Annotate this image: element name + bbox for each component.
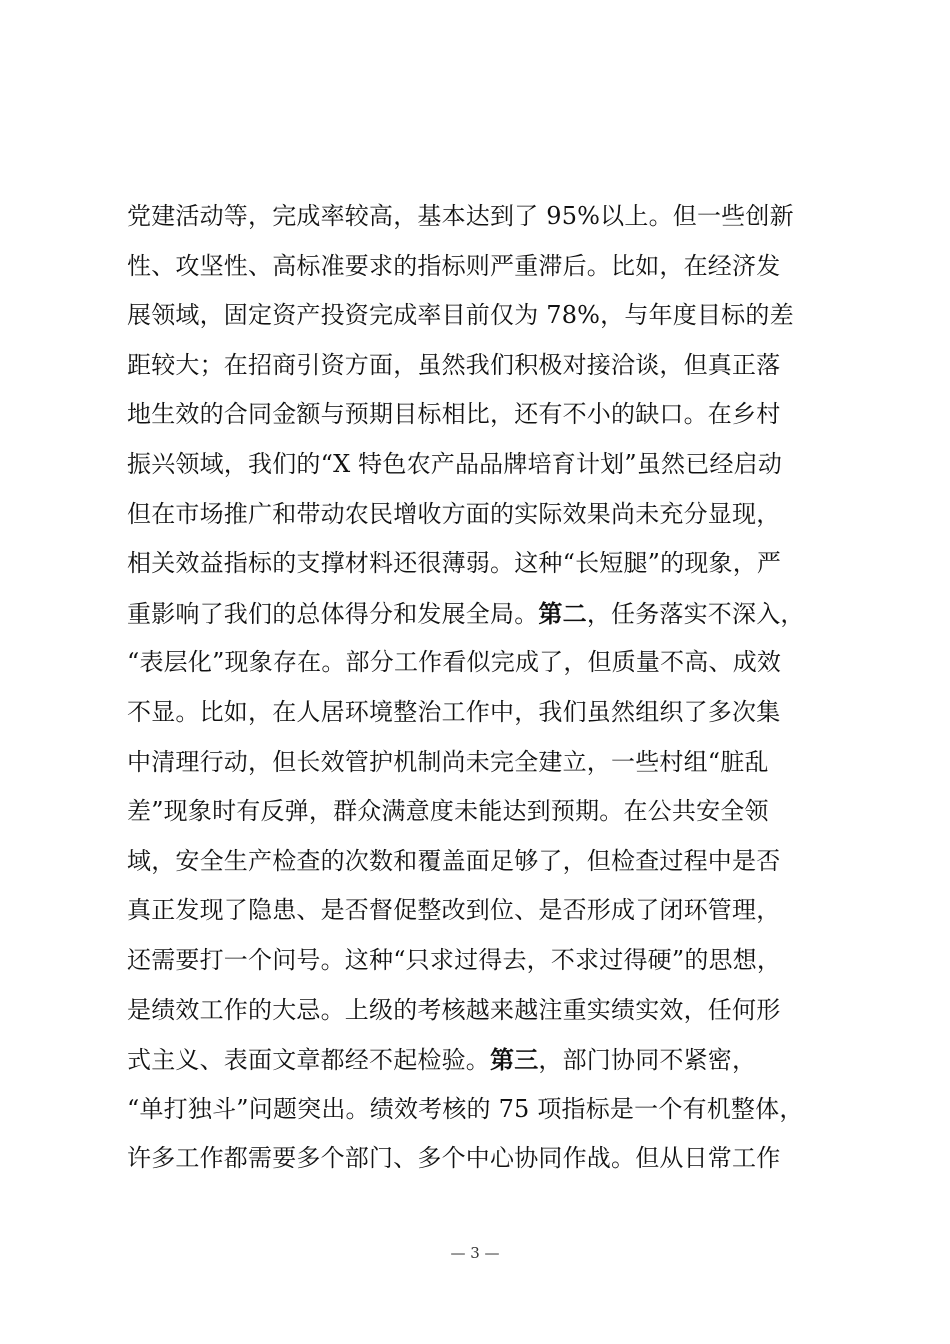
- text-segment: 地生效的合同金额与预期目标相比，还有不小的缺口。在乡村: [127, 400, 781, 429]
- text-line: [127, 738, 857, 788]
- page-number: — 3 —: [450, 1244, 500, 1262]
- text-line: [127, 390, 857, 440]
- text-line: [127, 539, 857, 589]
- text-segment: ，任务落实不深入，: [586, 599, 805, 628]
- text-segment: 振兴领域，我们的“X 特色农产品品牌培育计划”虽然已经启动: [127, 449, 783, 478]
- text-line: [127, 787, 857, 837]
- text-segment: 性、攻坚性、高标准要求的指标则严重滞后。比如，在经济发: [127, 251, 781, 280]
- bold-heading-text: 第二: [538, 598, 587, 628]
- text-line: [127, 1134, 857, 1184]
- text-line: [127, 589, 857, 639]
- text-line: [127, 1085, 857, 1135]
- text-segment: 不显。比如，在人居环境整治工作中，我们虽然组织了多次集: [127, 697, 781, 726]
- text-segment: 党建活动等，完成率较高，基本达到了 95%以上。但一些创新: [127, 202, 794, 230]
- text-segment: 中清理行动，但长效管护机制尚未完全建立，一些村组“脏乱: [127, 747, 769, 776]
- text-line: [127, 291, 857, 341]
- text-line: [127, 440, 857, 490]
- text-segment: 但在市场推广和带动农民增收方面的实际效果尚未充分显现，: [127, 499, 781, 528]
- text-segment: 差”现象时有反弹，群众满意度未能达到预期。在公共安全领: [127, 797, 769, 826]
- text-line: [127, 490, 857, 540]
- text-line: [127, 341, 857, 391]
- text-line: [127, 688, 857, 738]
- text-segment: 相关效益指标的支撑材料还很薄弱。这种“长短腿”的现象，严: [127, 549, 782, 578]
- text-line: [127, 886, 857, 936]
- text-line: [127, 242, 857, 292]
- text-segment: 展领域，固定资产投资完成率目前仅为 78%，与年度目标的差: [127, 301, 794, 330]
- text-segment: 是绩效工作的大忌。上级的考核越来越注重实绩实效，任何形: [127, 995, 781, 1024]
- text-segment: “单打独斗”问题突出。绩效考核的 75 项指标是一个有机整体，: [127, 1094, 804, 1123]
- text-line: [127, 1035, 857, 1085]
- text-segment: 还需要打一个问号。这种“只求过得去，不求过得硬”的思想，: [127, 945, 782, 974]
- text-line: [127, 936, 857, 986]
- bold-heading-text: 第三: [490, 1045, 539, 1075]
- text-segment: 域，安全生产检查的次数和覆盖面足够了，但检查过程中是否: [127, 846, 781, 875]
- text-line: [127, 837, 857, 887]
- text-segment: 距较大；在招商引资方面，虽然我们积极对接洽谈，但真正落: [127, 350, 781, 379]
- text-segment: 式主义、表面文章都经不起检验。: [127, 1046, 490, 1075]
- text-line: [127, 192, 857, 242]
- text-segment: ，部门协同不紧密，: [538, 1046, 757, 1075]
- text-segment: 重影响了我们的总体得分和发展全局。: [127, 599, 539, 628]
- body-text: [127, 192, 857, 1184]
- text-line: [127, 638, 857, 688]
- text-segment: 许多工作都需要多个部门、多个中心协同作战。但从日常工作: [127, 1144, 781, 1173]
- text-segment: “表层化”现象存在。部分工作看似完成了，但质量不高、成效: [127, 648, 782, 677]
- text-segment: 真正发现了隐患、是否督促整改到位、是否形成了闭环管理，: [127, 896, 781, 925]
- text-line: [127, 986, 857, 1036]
